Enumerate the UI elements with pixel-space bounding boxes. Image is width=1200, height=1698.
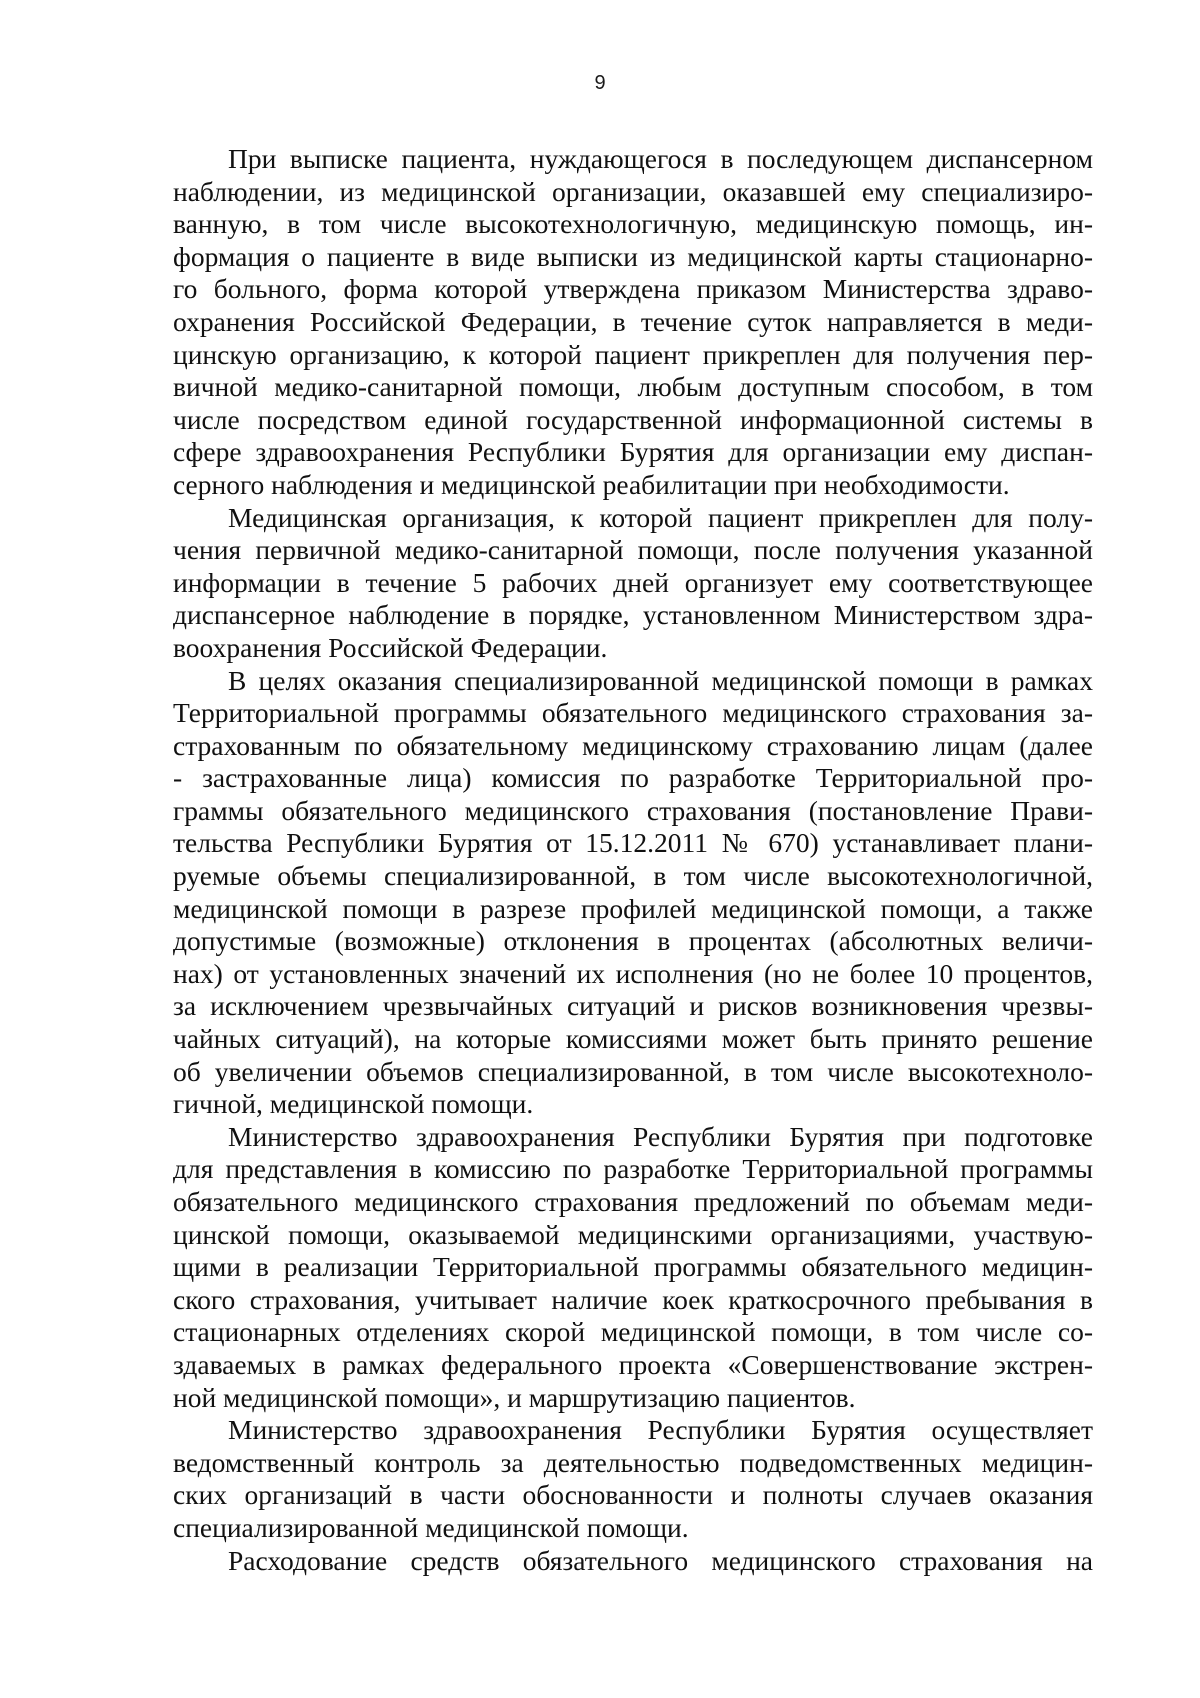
text-line: формация о пациенте в виде выписки из медицинской карты стационарно-: [173, 240, 1093, 272]
text-line: Расходование средств обязательного медицинского страхования на: [228, 1544, 1093, 1576]
text-line: Медицинская организация, к которой пациент прикреплен для полу-: [228, 501, 1093, 533]
text-line: В целях оказания специализированной медицинской помощи в рамках: [228, 664, 1093, 696]
text-line: ведомственный контроль за деятельностью подведомственных медицин-: [173, 1446, 1093, 1478]
paragraph: [173, 1545, 1093, 1578]
text-line: допустимые (возможные) отклонения в процентах (абсолютных величи-: [173, 925, 1093, 957]
text-line: цинскую организацию, к которой пациент прикреплен для получения пер-: [173, 338, 1093, 370]
text-line: - застрахованные лица) комиссия по разработке Территориальной про-: [173, 762, 1093, 794]
text-line: здаваемых в рамках федерального проекта «Совершенствование экстрен-: [173, 1348, 1093, 1380]
text-line: медицинской помощи в разрезе профилей медицинской помощи, а также: [173, 892, 1093, 924]
paragraph: [173, 1121, 1093, 1414]
text-line: го больного, форма которой утверждена приказом Министерства здраво-: [173, 273, 1093, 305]
text-line: за исключением чрезвычайных ситуаций и рисков возникновения чрезвы-: [173, 990, 1093, 1022]
text-line: для представления в комиссию по разработке Территориальной программы: [173, 1153, 1093, 1185]
text-line: Территориальной программы обязательного медицинского страхования за-: [173, 697, 1093, 729]
paragraph: [173, 502, 1093, 665]
text-line: стационарных отделениях скорой медицинской помощи, в том числе со-: [173, 1316, 1093, 1348]
text-line: специализированной медицинской помощи.: [173, 1511, 689, 1543]
text-line: обязательного медицинского страхования предложений по объемам меди-: [173, 1186, 1093, 1217]
text-line: информации в течение 5 рабочих дней организует ему соответствующее: [173, 566, 1093, 598]
page-number: 9: [594, 72, 606, 94]
text-line: чайных ситуаций), на которые комиссиями может быть принято решение: [173, 1023, 1093, 1055]
text-line: ских организаций в части обоснованности и полноты случаев оказания: [173, 1479, 1093, 1511]
text-line: Министерство здравоохранения Республики Бурятия при подготовке: [228, 1120, 1093, 1152]
text-line: цинской помощи, оказываемой медицинскими организациями, участвую-: [173, 1218, 1093, 1250]
text-line: гичной, медицинской помощи.: [173, 1088, 534, 1120]
text-line: воохранения Российской Федерации.: [173, 631, 608, 663]
text-line: вичной медико-санитарной помощи, любым доступным способом, в том: [173, 371, 1093, 403]
text-line: наблюдении, из медицинской организации, оказавшей ему специализиро-: [173, 175, 1093, 207]
text-line: ной медицинской помощи», и маршрутизацию пациентов.: [173, 1381, 856, 1413]
text-line: ванную, в том числе высокотехнологичную, медицинскую помощь, ин-: [173, 208, 1093, 240]
text-line: числе посредством единой государственной информационной системы в: [173, 403, 1093, 435]
text-line: руемые объемы специализированной, в том числе высокотехнологичной,: [173, 860, 1093, 892]
text-line: об увеличении объемов специализированной, в том числе высокотехноло-: [173, 1055, 1093, 1087]
paragraph: [173, 665, 1093, 1121]
text-line: Министерство здравоохранения Республики Бурятия осуществляет: [228, 1414, 1093, 1446]
text-line: серного наблюдения и медицинской реабилитации при необходимости.: [173, 468, 1010, 500]
paragraph: [173, 1414, 1093, 1544]
text-line: щими в реализации Территориальной программы обязательного медицин-: [173, 1251, 1093, 1283]
text-line: При выписке пациента, нуждающегося в последующем диспансерном: [228, 143, 1093, 174]
text-line: нах) от установленных значений их исполнения (но не более 10 процентов,: [173, 957, 1093, 989]
text-line: сфере здравоохранения Республики Бурятия для организации ему диспан-: [173, 436, 1093, 468]
text-line: чения первичной медико-санитарной помощи, после получения указанной: [173, 534, 1093, 566]
paragraph: [173, 143, 1093, 502]
text-line: охранения Российской Федерации, в течение суток направляется в меди-: [173, 305, 1093, 337]
text-line: диспансерное наблюдение в порядке, установленном Министерством здра-: [173, 599, 1093, 631]
document-body: [173, 143, 1093, 1577]
text-line: тельства Республики Бурятия от 15.12.2011 № 670) устанавливает плани-: [173, 827, 1093, 859]
text-line: страхованным по обязательному медицинскому страхованию лицам (далее: [173, 729, 1093, 761]
text-line: граммы обязательного медицинского страхования (постановление Прави-: [173, 794, 1093, 826]
text-line: ского страхования, учитывает наличие коек краткосрочного пребывания в: [173, 1283, 1093, 1315]
